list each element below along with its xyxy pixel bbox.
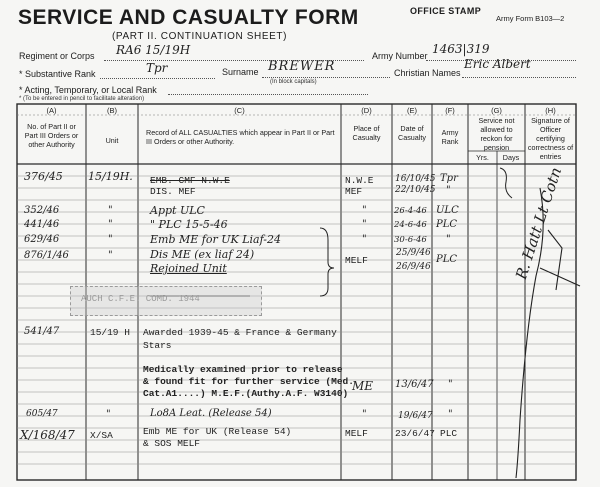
entry-5-record-line2: Rejoined Unit (150, 262, 227, 275)
entry-2-record: Appt ULC (150, 204, 205, 217)
entry-1-authority: 376/45 (24, 170, 63, 183)
col-h-heading: Signature of Officer certifying correctness of entries (527, 116, 574, 161)
entry-5-unit: " (108, 250, 113, 261)
entry-6-record-line1: Awarded 1939-45 & France & Germany (143, 327, 337, 338)
entry-2-unit: " (108, 205, 113, 216)
entry-8-rank: " (448, 409, 453, 420)
entry-7-rank: " (448, 379, 453, 390)
army-number-label: Army Number (372, 51, 428, 61)
regiment-label: Regiment or Corps (19, 51, 95, 61)
entry-7-record-line2: & found fit for further service (Med. (143, 376, 354, 387)
entry-8-place: " (362, 409, 367, 420)
entry-9-authority: X/168/47 (20, 428, 75, 442)
entry-2-rank: ULC (436, 205, 459, 216)
entry-5-place: MELF (345, 255, 368, 266)
entry-4-authority: 629/46 (24, 234, 60, 245)
army-number-value: 1463|319 (432, 42, 490, 56)
entry-5-date-line1: 25/9/46 (396, 248, 431, 258)
surname-label: Surname (222, 67, 259, 77)
col-g-years: Yrs. (476, 153, 489, 162)
entry-6-unit: 15/19 H (90, 327, 130, 338)
col-d-heading: Place of Casualty (352, 124, 381, 142)
substantive-rank-label: * Substantive Rank (19, 69, 96, 79)
surname-note: (In block capitals) (270, 79, 317, 85)
col-c-letter: (C) (234, 106, 245, 115)
entry-1-unit: 15/19H. (88, 170, 133, 183)
entry-9-unit: X/SA (90, 430, 113, 441)
christian-names-label: Christian Names (394, 68, 461, 78)
entry-2-place: " (362, 205, 367, 216)
entry-5-record-line1: Dis ME (ex liaf 24) (150, 248, 255, 261)
entry-1-place-line2: MEF (345, 186, 363, 197)
entry-2-date: 26-4-46 (394, 206, 427, 216)
entry-7-date: 13/6/47 (395, 379, 434, 390)
col-a-letter: (A) (46, 106, 57, 115)
entry-4-place: " (362, 234, 367, 245)
entry-3-record: " PLC 15-5-46 (150, 218, 228, 231)
entry-4-unit: " (108, 234, 113, 245)
entry-1-record-line1: EMB. CMF N.W.E (150, 175, 230, 186)
entry-7-record-line1: Medically examined prior to release (143, 364, 343, 375)
entry-8-date: 19/6/47 (398, 411, 433, 421)
faint-stamp-box (70, 286, 262, 316)
col-a-heading: No. of Part II or Part III Orders or other Authority (24, 122, 79, 149)
entry-9-record-line2: & SOS MELF (143, 438, 201, 449)
col-b-letter: (B) (107, 106, 117, 115)
officer-signature: R. Hatt Lt Cotn (512, 165, 566, 282)
col-e-heading: Date of Casualty (398, 124, 426, 142)
entry-3-rank: PLC (436, 219, 458, 230)
col-g-days: Days (502, 153, 520, 162)
acting-rank-label: * Acting, Temporary, or Local Rank (19, 85, 157, 95)
regiment-value: RA6 15/19H (116, 43, 191, 57)
entry-4-record: Emb ME for UK Liaf-24 (150, 233, 281, 246)
entry-3-authority: 441/46 (24, 219, 60, 230)
entry-5-authority: 876/1/46 (24, 250, 69, 261)
entry-8-record: Lo8A Leat. (Release 54) (150, 408, 272, 419)
entry-1-date-line2: 22/10/45 (395, 185, 436, 195)
entry-7-place: ME (352, 379, 374, 393)
col-g-letter: (G) (491, 106, 502, 115)
acting-rank-note: * (To be entered in pencil to facilitate alteration) (19, 96, 145, 102)
entry-9-date: 23/6/47 (395, 428, 435, 439)
office-stamp-label: OFFICE STAMP (410, 6, 482, 16)
col-b-heading: Unit (105, 136, 119, 145)
entry-8-unit: " (106, 409, 111, 420)
entry-5-rank: PLC (436, 254, 458, 265)
entry-4-date: 30-6-46 (394, 235, 427, 245)
form-title: SERVICE AND CASUALTY FORM (18, 6, 359, 29)
form-subtitle: (PART II. CONTINUATION SHEET) (112, 31, 288, 42)
entry-1-rank-line2: " (446, 185, 451, 196)
col-e-letter: (E) (407, 106, 417, 115)
entry-1-record-line2: DIS. MEF (150, 186, 196, 197)
entry-8-authority: 605/47 (26, 409, 58, 419)
entry-1-date-line1: 16/10/45 (395, 174, 436, 184)
entry-9-record-line1: Emb ME for UK (Release 54) (143, 426, 292, 437)
entry-3-unit: " (108, 219, 113, 230)
col-f-heading: Army Rank (441, 128, 459, 146)
surname-value: BREWER (268, 59, 336, 74)
entry-1-rank-line1: Tpr (440, 173, 458, 184)
col-c-heading: Record of ALL CASUALTIES which appear in Part II or Part III Orders or other Authority. (146, 128, 335, 146)
entry-3-place: " (362, 219, 367, 230)
entry-6-record-line2: Stars (143, 340, 172, 351)
form-number: Army Form B103—2 (496, 14, 565, 23)
faint-stamp-text: AUCH C.F.E. COMD. 1944 (81, 294, 200, 304)
entry-6-authority: 541/47 (24, 326, 60, 337)
entry-2-authority: 352/46 (24, 205, 60, 216)
entry-9-place: MELF (345, 428, 368, 439)
entry-3-date: 24-6-46 (394, 220, 427, 230)
col-g-heading: Service not allowed to reckon for pension (478, 116, 515, 152)
substantive-rank-value: Tpr (146, 61, 168, 75)
entry-9-rank: PLC (440, 428, 458, 439)
entry-4-rank: " (446, 234, 451, 245)
col-f-letter: (F) (445, 106, 455, 115)
entry-7-record-line3: Cat.A1....) M.E.F.(Authy.A.F. W3140) (143, 388, 349, 399)
christian-names-value: Eric Albert (464, 57, 531, 71)
entry-1-place-line1: N.W.E (345, 175, 374, 186)
col-h-letter: (H) (545, 106, 556, 115)
entry-5-date-line2: 26/9/46 (396, 262, 431, 272)
col-d-letter: (D) (361, 106, 372, 115)
